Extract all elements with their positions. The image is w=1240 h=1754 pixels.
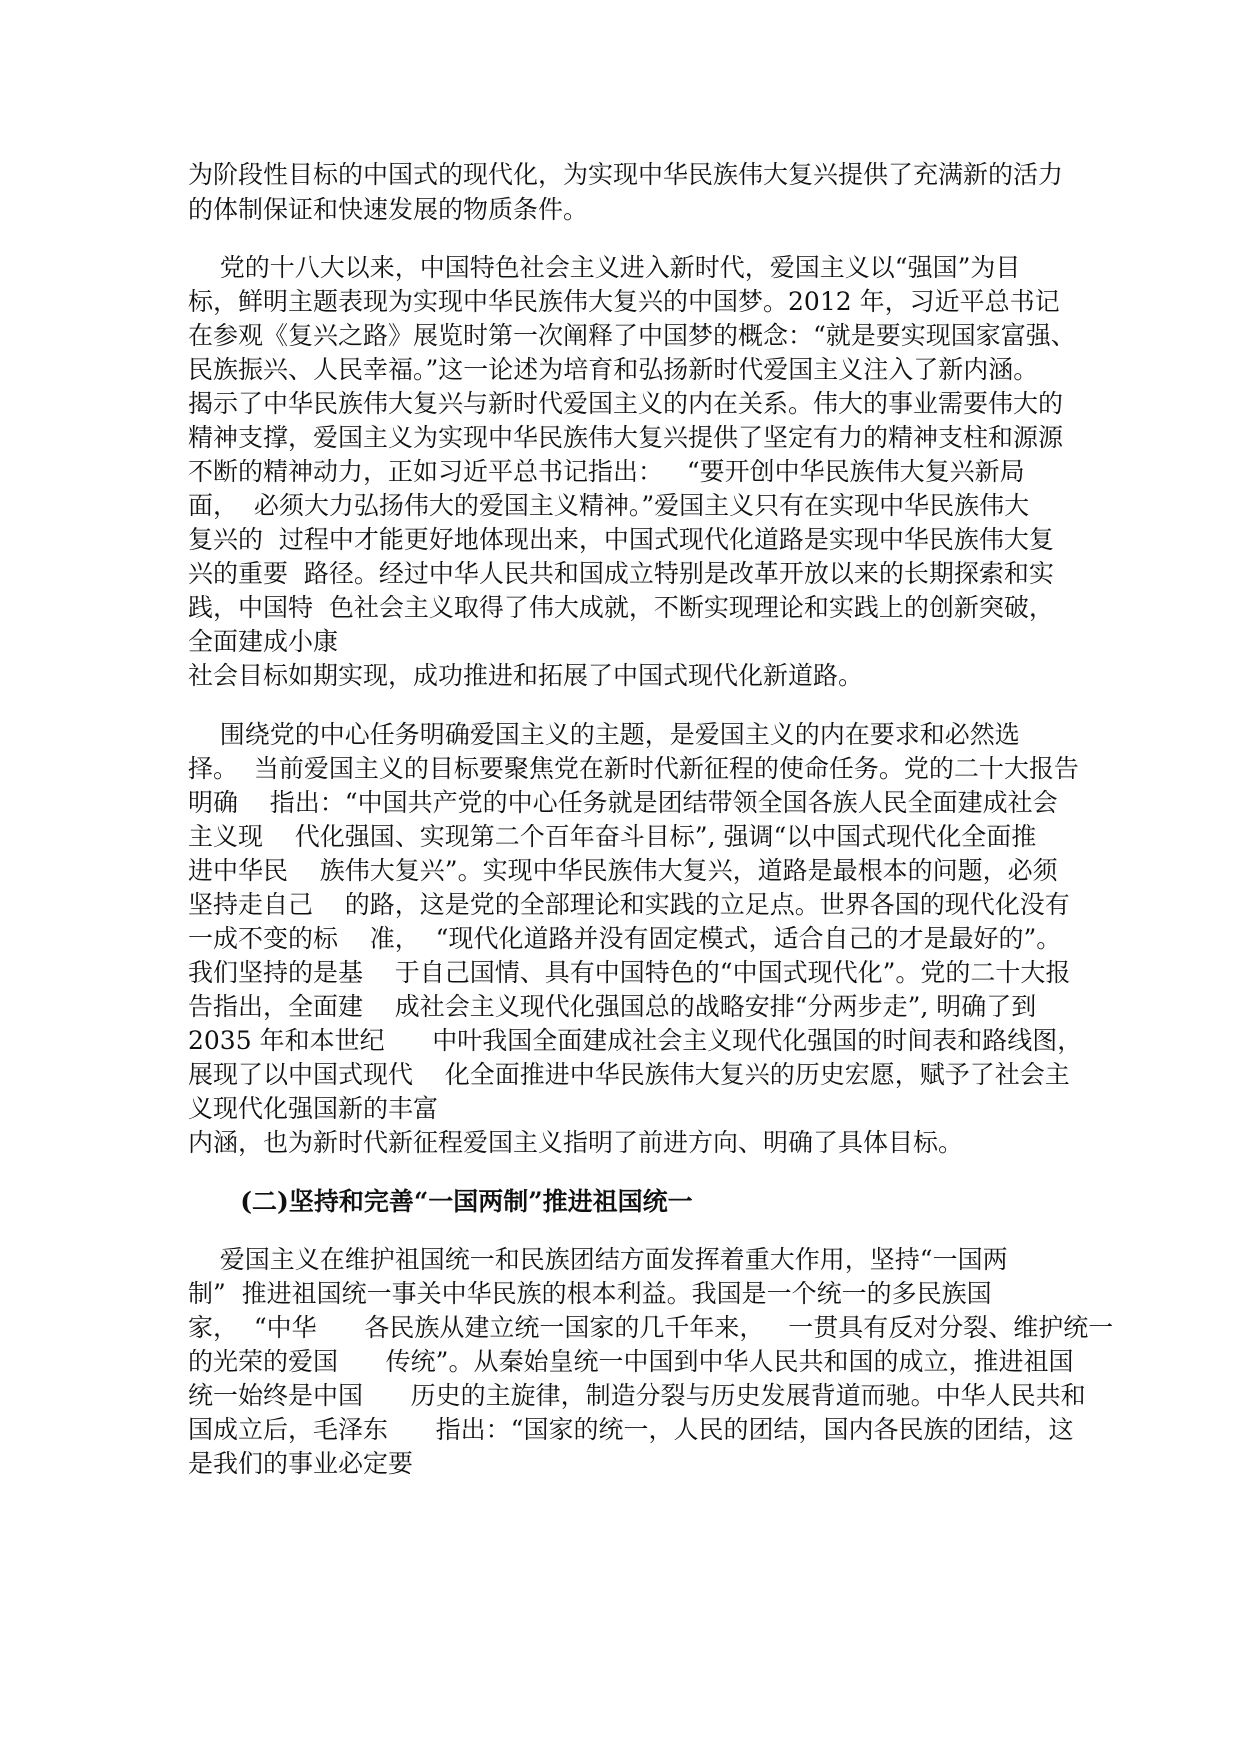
text-line: 我们坚持的是基 于自己国情、具有中国特色的“中国式现代化”。党的二十大报 — [188, 958, 1071, 987]
text-line: 告指出，全面建 成社会主义现代化强国总的战略安排“分两步走”, 明确了到 — [188, 992, 1037, 1021]
section-heading: (二)坚持和完善“一国两制”推进祖国统一 — [188, 1187, 693, 1216]
text-line: 为阶段性目标的中国式的现代化，为实现中华民族伟大复兴提供了充满新的活力 — [188, 160, 1064, 189]
text-line: 一成不变的标 准， “现代化道路并没有固定模式，适合自己的才是最好的”。 — [188, 924, 1062, 953]
text-line: 择。 当前爱国主义的目标要聚焦党在新时代新征程的使命任务。党的二十大报告 — [188, 754, 1079, 783]
text-line: 进中华民 族伟大复兴”。实现中华民族伟大复兴，道路是最根本的问题，必须 — [188, 856, 1058, 885]
text-line: 统一始终是中国 历史的主旋律，制造分裂与历史发展背道而驰。中华人民共和 — [188, 1381, 1086, 1410]
text-line: 坚持走自己 的路，这是党的全部理论和实践的立足点。世界各国的现代化没有 — [188, 890, 1070, 919]
text-line: 的体制保证和快速发展的物质条件。 — [188, 195, 589, 224]
text-line: 家， “中华 各民族从建立统一国家的几千年来， 一贯具有反对分裂、维护统一 — [188, 1313, 1114, 1342]
text-line: 爱国主义在维护祖国统一和民族团结方面发挥着重大作用，坚持“一国两 — [188, 1245, 1008, 1274]
text-line: 面， 必须大力弘扬伟大的爱国主义精神。”爱国主义只有在实现中华民族伟大 — [188, 491, 1030, 520]
text-line: 兴的重要 路径。经过中华人民共和国成立特别是改革开放以来的长期探索和实 — [188, 559, 1054, 588]
text-line: 揭示了中华民族伟大复兴与新时代爱国主义的内在关系。伟大的事业需要伟大的 — [188, 389, 1064, 418]
text-line: 复兴的 过程中才能更好地体现出来，中国式现代化道路是实现中华民族伟大复 — [188, 525, 1054, 554]
text-line: 展现了以中国式现代 化全面推进中华民族伟大复兴的历史宏愿，赋予了社会主 — [188, 1060, 1070, 1089]
text-line: 制” 推进祖国统一事关中华民族的根本利益。我国是一个统一的多民族国 — [188, 1279, 992, 1308]
text-line: 民族振兴、人民幸福。”这一论述为培育和弘扬新时代爱国主义注入了新内涵。 — [188, 355, 1039, 384]
text-line: 在参观《复兴之路》展览时第一次阐释了中国梦的概念：“就是要实现国家富强、 — [188, 321, 1076, 350]
text-line: 明确 指出：“中国共产党的中心任务就是团结带领全国各族人民全面建成社会 — [188, 788, 1058, 817]
text-line: 社会目标如期实现，成功推进和拓展了中国式现代化新道路。 — [188, 661, 864, 690]
text-line: 的光荣的爱国 传统”。从秦始皇统一中国到中华人民共和国的成立，推进祖国 — [188, 1347, 1074, 1376]
text-line: 党的十八大以来，中国特色社会主义进入新时代，爱国主义以“强国”为目 — [188, 253, 1021, 282]
text-line: 国成立后，毛泽东 指出：“国家的统一，人民的团结，国内各民族的团结，这 — [188, 1415, 1074, 1444]
text-line: 义现代化强国新的丰富 — [188, 1094, 439, 1123]
text-line: 不断的精神动力，正如习近平总书记指出： “要开创中华民族伟大复兴新局 — [188, 457, 1025, 486]
text-line: 主义现 代化强国、实现第二个百年奋斗目标”, 强调“以中国式现代化全面推 — [188, 822, 1037, 851]
text-line: 是我们的事业必定要 — [188, 1449, 414, 1478]
text-line: 全面建成小康 — [188, 627, 339, 656]
text-line: 精神支撑，爱国主义为实现中华民族伟大复兴提供了坚定有力的精神支柱和源源 — [188, 423, 1064, 452]
text-line: 内涵，也为新时代新征程爱国主义指明了前进方向、明确了具体目标。 — [188, 1128, 964, 1157]
text-line: 围绕党的中心任务明确爱国主义的主题，是爱国主义的内在要求和必然选 — [188, 720, 1020, 749]
text-line: 践，中国特 色社会主义取得了伟大成就，不断实现理论和实践上的创新突破， — [188, 593, 1054, 622]
text-line: 2035 年和本世纪 中叶我国全面建成社会主义现代化强国的时间表和路线图， — [188, 1026, 1083, 1055]
text-line: 标，鲜明主题表现为实现中华民族伟大复兴的中国梦。2012 年，习近平总书记 — [188, 287, 1060, 316]
